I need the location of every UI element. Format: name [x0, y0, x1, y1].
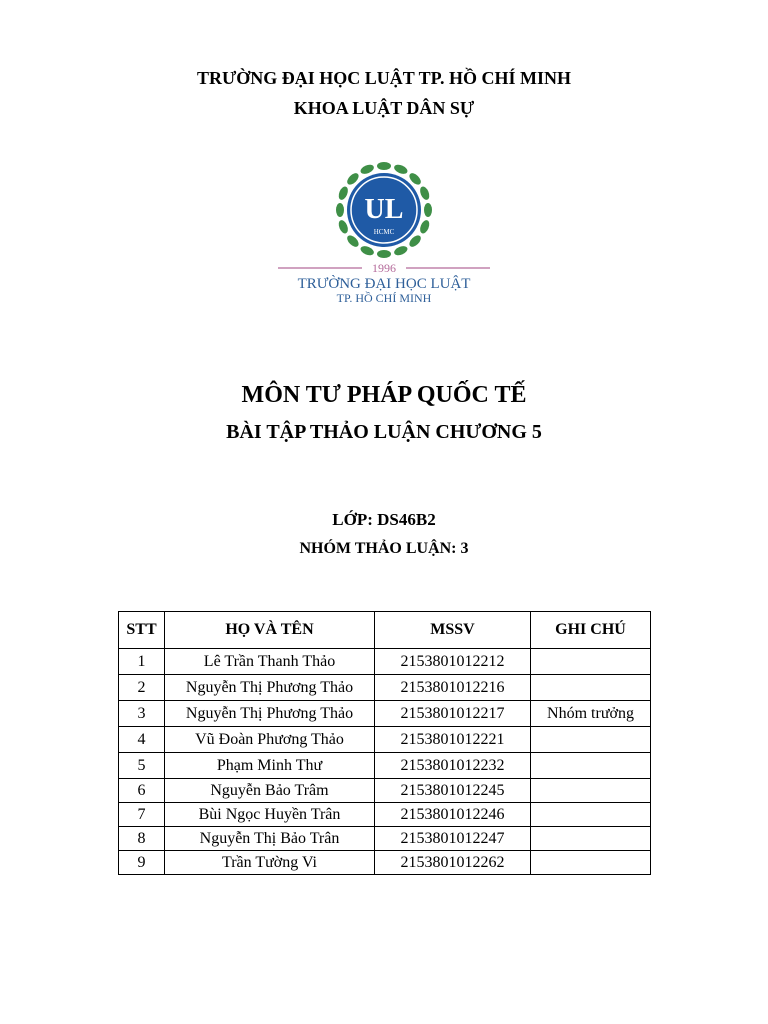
- table-row: [119, 727, 651, 753]
- cell-note: [531, 803, 651, 827]
- table-row: [119, 701, 651, 727]
- wreath-leaf: [418, 219, 431, 235]
- cell-note: [531, 779, 651, 803]
- table-row: [119, 851, 651, 875]
- cell-mssv: 2153801012212: [375, 649, 531, 675]
- school-name: TRƯỜNG ĐẠI HỌC LUẬT TP. HỒ CHÍ MINH: [196, 68, 572, 88]
- logo-monogram: UL: [364, 194, 404, 225]
- faculty-name: KHOA LUẬT DÂN SỰ: [293, 98, 475, 118]
- cell-stt: 4: [119, 727, 165, 753]
- wreath-leaf: [337, 219, 350, 235]
- cell-stt: 7: [119, 803, 165, 827]
- members-table: [118, 611, 651, 875]
- cell-mssv: 2153801012232: [375, 753, 531, 779]
- cell-note: [531, 649, 651, 675]
- cell-name: Phạm Minh Thư: [165, 753, 375, 779]
- cell-stt: 5: [119, 753, 165, 779]
- cell-stt: 9: [119, 851, 165, 875]
- cell-mssv: 2153801012216: [375, 675, 531, 701]
- cell-name: Nguyễn Thị Phương Thảo: [165, 675, 375, 701]
- wreath-leaf: [418, 185, 431, 201]
- assignment-title: BÀI TẬP THẢO LUẬN CHƯƠNG 5: [226, 421, 542, 443]
- cell-name: Trần Tường Vi: [165, 851, 375, 875]
- cell-stt: 8: [119, 827, 165, 851]
- cell-note: [531, 675, 651, 701]
- table-row: [119, 779, 651, 803]
- cell-mssv: 2153801012246: [375, 803, 531, 827]
- wreath-leaf: [424, 203, 432, 217]
- cell-mssv: 2153801012247: [375, 827, 531, 851]
- table-row: [119, 753, 651, 779]
- cell-name: Nguyễn Thị Phương Thảo: [165, 701, 375, 727]
- header-mssv: MSSV: [375, 612, 531, 649]
- cell-name: Nguyễn Thị Bảo Trân: [165, 827, 375, 851]
- cell-mssv: 2153801012221: [375, 727, 531, 753]
- wreath-leaf: [336, 203, 344, 217]
- cell-name: Nguyễn Bảo Trâm: [165, 779, 375, 803]
- cell-note: [531, 727, 651, 753]
- wreath-leaf: [377, 162, 391, 170]
- wreath-leaf: [359, 163, 375, 176]
- wreath-leaf: [359, 244, 375, 257]
- table-row: [119, 803, 651, 827]
- table-header-row: [119, 612, 651, 649]
- cell-note: Nhóm trưởng: [531, 701, 651, 727]
- subject-title: MÔN TƯ PHÁP QUỐC TẾ: [241, 382, 527, 408]
- cell-name: Lê Trần Thanh Thảo: [165, 649, 375, 675]
- group-info: NHÓM THẢO LUẬN: 3: [299, 540, 469, 557]
- cell-note: [531, 827, 651, 851]
- cell-note: [531, 753, 651, 779]
- cell-name: Vũ Đoàn Phương Thảo: [165, 727, 375, 753]
- header-stt: STT: [119, 612, 165, 649]
- wreath-leaf: [377, 250, 391, 258]
- wreath-leaf: [393, 163, 409, 176]
- logo-city: HCMC: [373, 228, 395, 236]
- wreath-leaf: [337, 185, 350, 201]
- header-name: HỌ VÀ TÊN: [165, 612, 375, 649]
- table-row: [119, 649, 651, 675]
- cell-mssv: 2153801012245: [375, 779, 531, 803]
- logo-name-line2: TP. HỒ CHÍ MINH: [336, 291, 432, 305]
- class-info: LỚP: DS46B2: [332, 510, 436, 529]
- cell-stt: 6: [119, 779, 165, 803]
- wreath-leaf: [393, 244, 409, 257]
- cell-stt: 2: [119, 675, 165, 701]
- university-logo: [272, 158, 496, 308]
- cell-mssv: 2153801012217: [375, 701, 531, 727]
- cell-name: Bùi Ngọc Huyền Trân: [165, 803, 375, 827]
- cell-stt: 1: [119, 649, 165, 675]
- cell-mssv: 2153801012262: [375, 851, 531, 875]
- table-row: [119, 675, 651, 701]
- header-note: GHI CHÚ: [531, 612, 651, 649]
- cell-note: [531, 851, 651, 875]
- table-row: [119, 827, 651, 851]
- cell-stt: 3: [119, 701, 165, 727]
- logo-name-line1: TRƯỜNG ĐẠI HỌC LUẬT: [297, 276, 471, 292]
- logo-year: 1996: [372, 261, 396, 275]
